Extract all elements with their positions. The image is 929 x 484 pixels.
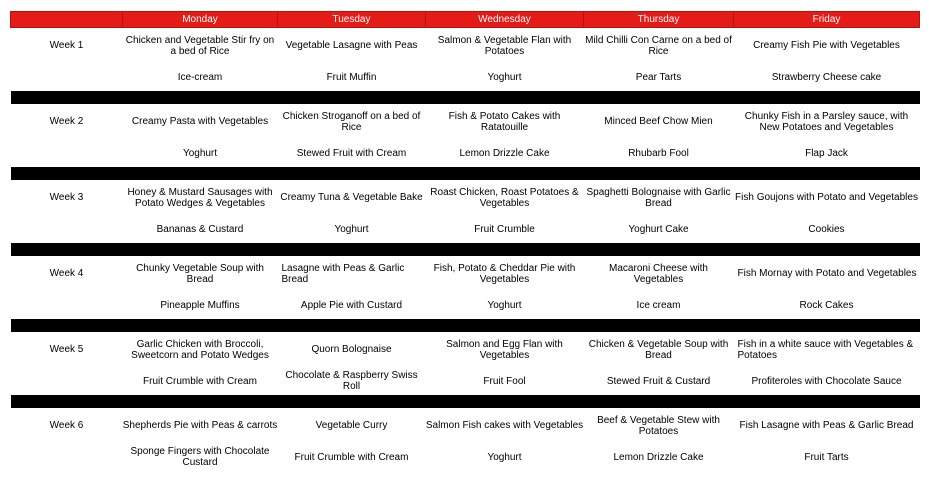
dessert-cell: Cookies	[808, 223, 845, 235]
main-course-cell: Chicken Stroganoff on a bed of Rice	[282, 110, 421, 133]
dessert-cell: Yoghurt	[487, 299, 522, 311]
dessert-cell: Yoghurt Cake	[628, 223, 689, 235]
separator-bar	[11, 319, 920, 332]
week-4-dessert-row	[11, 291, 920, 319]
dessert-cell: Rhubarb Fool	[628, 147, 689, 159]
main-course-cell: Salmon and Egg Flan with Vegetables	[446, 338, 563, 361]
blank-cell	[11, 63, 123, 91]
dessert-cell: Lemon Drizzle Cake	[459, 147, 550, 159]
main-course-cell: Fish Goujons with Potato and Vegetables	[735, 192, 918, 203]
blank-cell	[11, 215, 123, 243]
main-course-cell: Garlic Chicken with Broccoli, Sweetcorn and Potato Wedges	[131, 338, 269, 361]
week-5-main-row	[11, 332, 920, 367]
week-label: Week 6	[49, 420, 84, 431]
dessert-cell: Lemon Drizzle Cake	[613, 451, 704, 463]
dessert-cell: Fruit Tarts	[804, 451, 849, 463]
dessert-cell: Stewed Fruit with Cream	[296, 147, 407, 159]
main-course-cell: Salmon & Vegetable Flan with Potatoes	[437, 34, 572, 57]
dessert-cell: Fruit Muffin	[326, 71, 377, 83]
dessert-cell: Yoghurt	[487, 71, 522, 83]
main-course-cell: Creamy Pasta with Vegetables	[131, 116, 269, 127]
separator-bar	[11, 91, 920, 104]
main-course-cell: Lasagne with Peas & Garlic Bread	[281, 262, 405, 285]
week-6-main-row	[11, 408, 920, 443]
dessert-cell: Flap Jack	[805, 147, 848, 159]
main-course-cell: Vegetable Lasagne with Peas	[285, 40, 418, 51]
dessert-cell: Fruit Crumble with Cream	[294, 451, 409, 463]
week-separator	[11, 91, 920, 104]
main-course-cell: Mild Chilli Con Carne on a bed of Rice	[585, 34, 732, 57]
main-course-cell: Chicken and Vegetable Stir fry on a bed of Rice	[125, 34, 275, 57]
week-label: Week 3	[49, 192, 84, 203]
dessert-cell: Chocolate & Raspberry Swiss Roll	[285, 370, 418, 392]
main-course-cell: Vegetable Curry	[315, 420, 388, 431]
week-1-main-row	[11, 28, 920, 64]
dessert-cell: Rock Cakes	[799, 299, 854, 311]
header-wednesday: Wednesday	[426, 12, 584, 28]
main-course-cell: Fish Mornay with Potato and Vegetables	[737, 268, 917, 279]
header-row	[11, 12, 920, 28]
header-corner	[11, 12, 123, 28]
menu-table	[10, 11, 920, 471]
week-label: Week 2	[49, 116, 84, 127]
week-label: Week 4	[49, 268, 84, 279]
header-thursday: Thursday	[584, 12, 734, 28]
main-course-cell: Creamy Fish Pie with Vegetables	[753, 40, 900, 51]
header-monday: Monday	[123, 12, 278, 28]
main-course-cell: Chunky Fish in a Parsley sauce, with New Potatoes and Vegetables	[744, 110, 909, 133]
main-course-cell: Fish, Potato & Cheddar Pie with Vegetables	[433, 262, 576, 285]
dessert-cell: Ice-cream	[177, 71, 223, 83]
main-course-cell: Quorn Bolognaise	[311, 344, 392, 355]
main-course-cell: Minced Beef Chow Mien	[604, 116, 713, 127]
week-2-main-row	[11, 104, 920, 139]
week-1-dessert-row	[11, 63, 920, 91]
week-label: Week 5	[49, 344, 84, 355]
menu-body	[11, 12, 920, 472]
main-course-cell: Honey & Mustard Sausages with Potato Wedges & Vegetables	[127, 186, 273, 209]
dessert-cell: Pear Tarts	[635, 71, 682, 83]
main-course-cell: Beef & Vegetable Stew with Potatoes	[597, 414, 720, 437]
main-course-cell: Macaroni Cheese with Vegetables	[609, 262, 708, 285]
dessert-cell: Bananas & Custard	[156, 223, 244, 235]
week-label: Week 1	[49, 40, 84, 51]
dessert-cell: Yoghurt	[487, 451, 522, 463]
main-course-cell: Fish Lasagne with Peas & Garlic Bread	[739, 420, 914, 431]
week-separator	[11, 167, 920, 180]
main-course-cell: Fish & Potato Cakes with Ratatouille	[448, 110, 561, 133]
dessert-cell: Yoghurt	[182, 147, 218, 159]
week-4-main-row	[11, 256, 920, 291]
blank-cell	[11, 443, 123, 471]
week-3-main-row	[11, 180, 920, 215]
separator-bar	[11, 395, 920, 408]
dessert-cell: Fruit Crumble	[474, 223, 535, 235]
blank-cell	[11, 367, 123, 395]
week-separator	[11, 319, 920, 332]
main-course-cell: Chicken & Vegetable Soup with Bread	[588, 338, 729, 361]
main-course-cell: Spaghetti Bolognaise with Garlic Bread	[586, 186, 731, 209]
main-course-cell: Salmon Fish cakes with Vegetables	[425, 420, 584, 431]
main-course-cell: Fish in a white sauce with Vegetables & Potatoes	[737, 338, 914, 361]
week-5-dessert-row	[11, 367, 920, 395]
dessert-cell: Profiteroles with Chocolate Sauce	[751, 375, 902, 387]
dessert-cell: Sponge Fingers with Chocolate Custard	[130, 446, 270, 468]
separator-bar	[11, 167, 920, 180]
dessert-cell: Strawberry Cheese cake	[771, 71, 882, 83]
blank-cell	[11, 139, 123, 167]
dessert-cell: Stewed Fruit & Custard	[606, 375, 711, 387]
dessert-cell: Fruit Fool	[483, 375, 526, 387]
dessert-cell: Apple Pie with Custard	[300, 299, 403, 311]
header-friday: Friday	[734, 12, 920, 28]
header-tuesday: Tuesday	[278, 12, 426, 28]
week-2-dessert-row	[11, 139, 920, 167]
main-course-cell: Shepherds Pie with Peas & carrots	[122, 420, 278, 431]
blank-cell	[11, 291, 123, 319]
main-course-cell: Chunky Vegetable Soup with Bread	[136, 262, 264, 285]
separator-bar	[11, 243, 920, 256]
week-3-dessert-row	[11, 215, 920, 243]
week-separator	[11, 395, 920, 408]
week-separator	[11, 243, 920, 256]
dessert-cell: Pineapple Muffins	[160, 299, 240, 311]
dessert-cell: Fruit Crumble with Cream	[143, 375, 257, 387]
main-course-cell: Roast Chicken, Roast Potatoes & Vegetables	[430, 186, 579, 209]
week-6-dessert-row	[11, 443, 920, 471]
dessert-cell: Yoghurt	[334, 223, 369, 235]
dessert-cell: Ice cream	[636, 299, 681, 311]
main-course-cell: Creamy Tuna & Vegetable Bake	[280, 192, 423, 203]
